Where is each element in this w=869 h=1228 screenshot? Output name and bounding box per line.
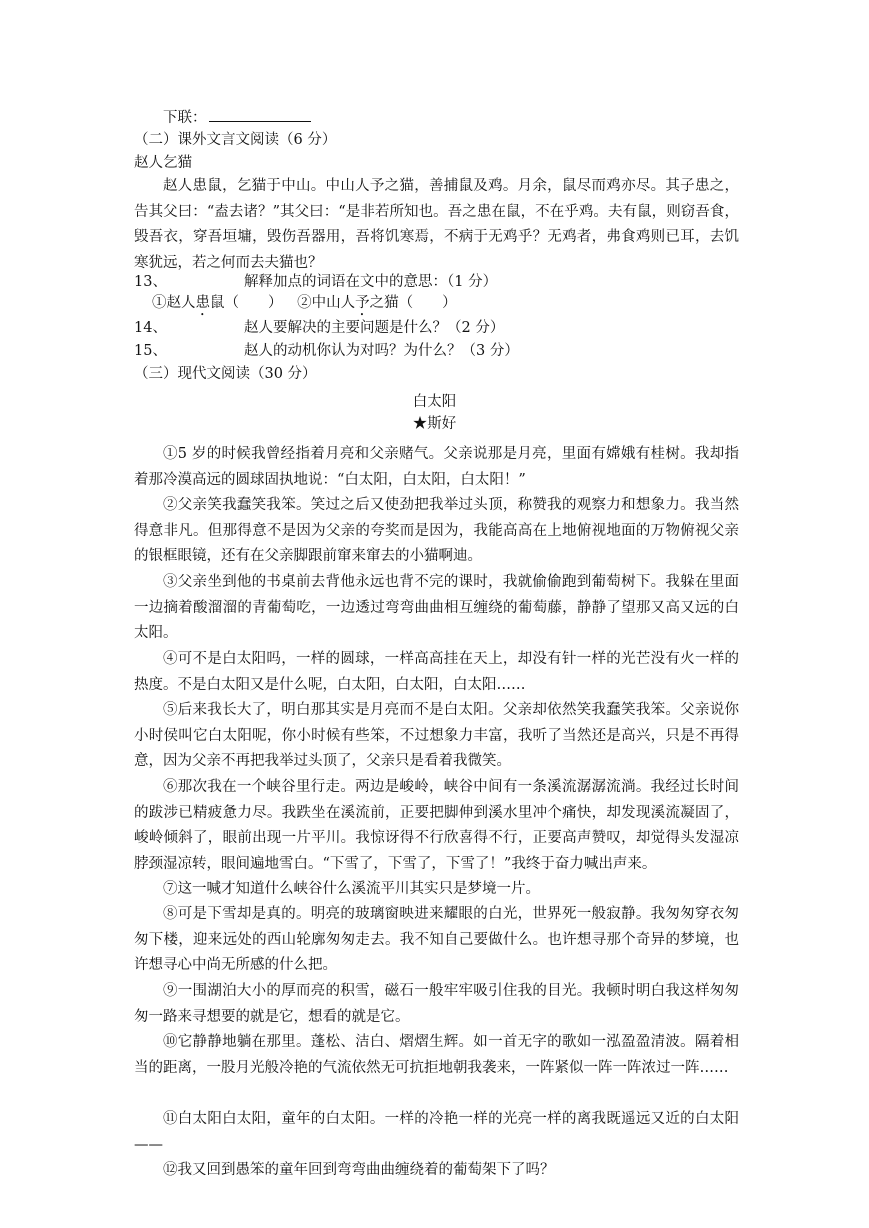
question-13	[134, 272, 498, 292]
couplet-label: 下联：	[163, 110, 207, 126]
question-14	[134, 318, 505, 338]
paragraph-5: ⑤后来我长大了，明白那其实是月亮而不是白太阳。父亲却依然笑我蠢笑我笨。父亲说你小时侯叫它白太阳呢，你小时候有些笨，不过想象力丰富，我听了当然还是高兴，只是不再得意，因为父亲不再把我举过头顶了，父亲只是看着我微笑。	[134, 702, 739, 769]
story-text: 赵人患鼠，乞猫于中山。中山人予之猫，善捕鼠及鸡。月余，鼠尽而鸡亦尽。其子患之，告其父曰：“盍去诸？”其父曰：“是非若所知也。吾之患在鼠，不在乎鸡。夫有鼠，则窃吾食，毁吾衣，穿吾垣墉，毁伤吾器用，吾将饥寒焉，不病于无鸡乎？无鸡者，弗食鸡则已耳，去饥寒犹远，若之何而去夫猫也？	[134, 178, 739, 271]
question-15	[134, 341, 519, 361]
paragraph-12: ⑫我又回到愚笨的童年回到弯弯曲曲缠绕着的葡萄架下了吗？	[163, 1162, 555, 1178]
question-13-text: 解释加点的词语在文中的意思：（1 分）	[244, 274, 498, 290]
paragraph-6: ⑥那次我在一个峡谷里行走。两边是峻岭，峡谷中间有一条溪流潺潺流淌。我经过长时间的跋涉已精疲惫力尽。我跌坐在溪流前，正要把脚伸到溪水里冲个痛快，却发现溪流凝固了，峻岭倾斜了，眼前出现一片平川。我惊讶得不行欣喜得不行，正要高声赞叹，却觉得头发湿凉脖颈湿凉转，眼间遍地雪白。“下雪了，下雪了，下雪了！”我终于奋力喊出声来。	[134, 779, 739, 872]
story-title: 赵人乞猫	[134, 155, 192, 171]
item-a-dotted-word: 患	[195, 295, 210, 311]
question-15-number: 15、	[134, 343, 167, 359]
question-14-text: 赵人要解决的主要问题是什么？（2 分）	[244, 320, 505, 336]
section2-heading: （二）课外文言文阅读（6 分）	[134, 132, 337, 148]
couplet-line	[163, 107, 311, 128]
paragraph-1: ①5 岁的时候我曾经指着月亮和父亲赌气。父亲说那是月亮，里面有嫦娥有桂树。我却指着那冷漠高远的圆球固执地说：“白太阳，白太阳，白太阳！”	[134, 446, 739, 488]
paragraph-4: ④可不是白太阳吗，一样的圆球，一样高高挂在天上，却没有针一样的光芒没有火一样的热度。不是白太阳又是什么呢，白太阳，白太阳，白太阳……	[134, 651, 739, 693]
item-a-suffix: 鼠（ ）	[210, 295, 283, 311]
article-title: 白太阳	[412, 394, 457, 410]
answer-blank[interactable]	[209, 107, 311, 122]
question-14-number: 14、	[134, 320, 167, 336]
paragraph-10: ⑩它静静地躺在那里。蓬松、洁白、熠熠生辉。如一首无字的歌如一泓盈盈清波。隔着相当的距离，一股月光般冷艳的气流依然无可抗拒地朝我袭来，一阵紧似一阵一阵浓过一阵……	[134, 1034, 739, 1076]
paragraph-2: ②父亲笑我蠢笑我笨。笑过之后又使劲把我举过头顶，称赞我的观察力和想象力。我当然得意非凡。但那得意不是因为父亲的夸奖而是因为，我能高高在上地俯视地面的万物俯视父亲的银框眼镜，还有在父亲脚跟前窜来窜去的小猫啊迪。	[134, 497, 739, 564]
paragraph-9: ⑨一围湖泊大小的厚而亮的积雪，磁石一般牢牢吸引住我的目光。我顿时明白我这样匆匆匆一路来寻想要的就是它，想看的就是它。	[134, 983, 739, 1025]
section3-heading: （三）现代文阅读（30 分）	[134, 366, 317, 382]
paragraph-3: ③父亲坐到他的书桌前去背他永远也背不完的课时，我就偷偷跑到葡萄树下。我躲在里面一边摘着酸溜溜的青葡萄吃，一边透过弯弯曲曲相互缠绕的葡萄藤，静静了望那又高又远的白太阳。	[134, 574, 739, 641]
item-b-suffix: 之猫（ ）	[369, 295, 457, 311]
question-13-number: 13、	[134, 274, 167, 290]
paragraph-7: ⑦这一喊才知道什么峡谷什么溪流平川其实只是梦境一片。	[163, 881, 540, 897]
question-13-items	[152, 293, 457, 319]
question-15-text: 赵人的动机你认为对吗？为什么？（3 分）	[244, 343, 519, 359]
item-a-prefix: ①赵人	[152, 295, 196, 311]
paragraph-8: ⑧可是下雪却是真的。明亮的玻璃窗映进来耀眼的白光，世界死一般寂静。我匆匆穿衣匆匆下楼，迎来远处的西山轮廓匆匆走去。我不知自己要做什么。也许想寻那个奇异的梦境，也许想寻心中尚无所感的什么把。	[134, 906, 739, 973]
article-author: ★斯好	[412, 416, 457, 432]
item-b-prefix: ②中山人	[297, 295, 356, 311]
paragraph-11: ⑪白太阳白太阳，童年的白太阳。一样的冷艳一样的光亮一样的离我既遥远又近的白太阳——	[134, 1111, 739, 1153]
item-b-dotted-word: 予	[355, 295, 370, 311]
